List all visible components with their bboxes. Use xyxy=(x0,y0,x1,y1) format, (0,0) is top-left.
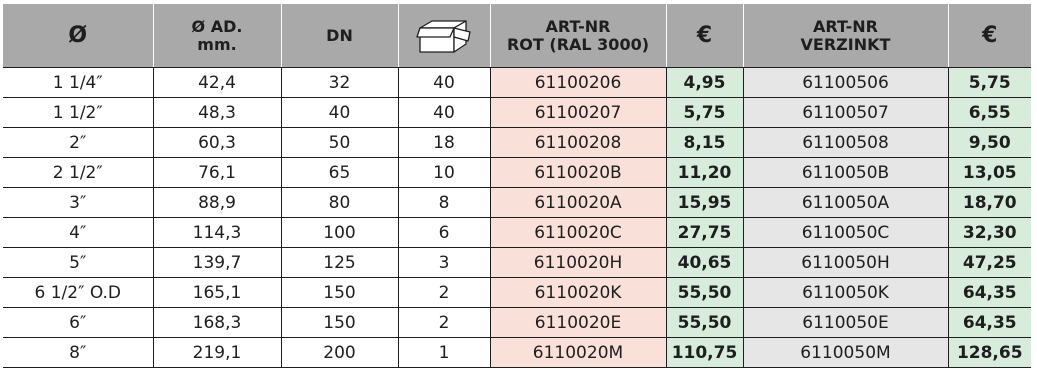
cell-price-verzinkt: 128,65 xyxy=(948,338,1031,368)
cell-art-verzinkt: 6110050B xyxy=(743,158,948,188)
cell-price-rot: 40,65 xyxy=(666,248,743,278)
cell-art-verzinkt: 6110050A xyxy=(743,188,948,218)
cell-price-verzinkt: 9,50 xyxy=(948,128,1031,158)
cell-art-rot: 61100207 xyxy=(490,98,666,128)
cell-price-verzinkt: 64,35 xyxy=(948,278,1031,308)
header-art-rot-line1: ART-NR xyxy=(545,16,611,36)
cell-art-rot: 6110020H xyxy=(490,248,666,278)
cell-outer-diameter: 219,1 xyxy=(153,338,281,368)
header-art-verzinkt-line1: ART-NR xyxy=(813,16,878,36)
cell-size: 1 1/2″ xyxy=(3,98,153,128)
header-outer-diameter xyxy=(153,4,281,68)
header-diameter: Ø xyxy=(3,4,153,68)
cell-art-rot: 6110020M xyxy=(490,338,666,368)
cell-package-qty: 2 xyxy=(398,278,490,308)
cell-package-qty: 8 xyxy=(398,188,490,218)
cell-dn: 32 xyxy=(281,68,398,98)
cell-dn: 80 xyxy=(281,188,398,218)
cell-dn: 65 xyxy=(281,158,398,188)
cell-art-verzinkt: 6110050E xyxy=(743,308,948,338)
cell-dn: 100 xyxy=(281,218,398,248)
header-art-rot xyxy=(490,4,666,68)
cell-package-qty: 1 xyxy=(398,338,490,368)
header-row xyxy=(3,4,1031,68)
cell-art-rot: 6110020B xyxy=(490,158,666,188)
cell-size: 6″ xyxy=(3,308,153,338)
cell-art-verzinkt: 61100507 xyxy=(743,98,948,128)
table-row xyxy=(3,218,1031,248)
cell-package-qty: 10 xyxy=(398,158,490,188)
cell-outer-diameter: 114,3 xyxy=(153,218,281,248)
price-table xyxy=(3,4,1031,368)
table-row xyxy=(3,98,1031,128)
cell-art-rot: 61100206 xyxy=(490,68,666,98)
cell-outer-diameter: 42,4 xyxy=(153,68,281,98)
cell-price-verzinkt: 47,25 xyxy=(948,248,1031,278)
cell-price-rot: 5,75 xyxy=(666,98,743,128)
header-art-rot-line2: ROT (RAL 3000) xyxy=(506,34,650,54)
header-outer-diameter-line2: mm. xyxy=(197,34,237,54)
cell-size: 2 1/2″ xyxy=(3,158,153,188)
table-row xyxy=(3,278,1031,308)
table-row xyxy=(3,308,1031,338)
header-package xyxy=(398,4,490,68)
header-price-rot: € xyxy=(666,4,743,68)
cell-art-verzinkt: 6110050H xyxy=(743,248,948,278)
header-outer-diameter-line1: Ø AD. xyxy=(191,16,243,36)
cell-package-qty: 40 xyxy=(398,98,490,128)
cell-art-rot: 6110020A xyxy=(490,188,666,218)
cell-package-qty: 40 xyxy=(398,68,490,98)
table-row xyxy=(3,158,1031,188)
cell-size: 8″ xyxy=(3,338,153,368)
cell-price-rot: 4,95 xyxy=(666,68,743,98)
cell-dn: 40 xyxy=(281,98,398,128)
cell-price-verzinkt: 13,05 xyxy=(948,158,1031,188)
cell-package-qty: 6 xyxy=(398,218,490,248)
cell-outer-diameter: 88,9 xyxy=(153,188,281,218)
table-row xyxy=(3,128,1031,158)
cell-outer-diameter: 168,3 xyxy=(153,308,281,338)
cell-size: 2″ xyxy=(3,128,153,158)
cell-price-verzinkt: 32,30 xyxy=(948,218,1031,248)
header-dn: DN xyxy=(281,4,398,68)
cell-size: 1 1/4″ xyxy=(3,68,153,98)
cell-dn: 125 xyxy=(281,248,398,278)
table-row xyxy=(3,68,1031,98)
cell-package-qty: 18 xyxy=(398,128,490,158)
header-price-verzinkt: € xyxy=(948,4,1031,68)
cell-size: 5″ xyxy=(3,248,153,278)
cell-art-verzinkt: 61100506 xyxy=(743,68,948,98)
cell-price-verzinkt: 18,70 xyxy=(948,188,1031,218)
cell-outer-diameter: 139,7 xyxy=(153,248,281,278)
cell-price-rot: 11,20 xyxy=(666,158,743,188)
cell-price-rot: 15,95 xyxy=(666,188,743,218)
cell-outer-diameter: 76,1 xyxy=(153,158,281,188)
cell-price-verzinkt: 64,35 xyxy=(948,308,1031,338)
cell-outer-diameter: 165,1 xyxy=(153,278,281,308)
cell-art-verzinkt: 6110050K xyxy=(743,278,948,308)
cell-art-verzinkt: 6110050M xyxy=(743,338,948,368)
table-row xyxy=(3,338,1031,368)
header-art-verzinkt xyxy=(743,4,948,68)
cell-size: 6 1/2″ O.D xyxy=(3,278,153,308)
table-row xyxy=(3,188,1031,218)
cell-outer-diameter: 48,3 xyxy=(153,98,281,128)
cell-price-verzinkt: 6,55 xyxy=(948,98,1031,128)
cell-art-rot: 6110020C xyxy=(490,218,666,248)
cell-price-rot: 110,75 xyxy=(666,338,743,368)
cell-price-verzinkt: 5,75 xyxy=(948,68,1031,98)
cell-price-rot: 55,50 xyxy=(666,278,743,308)
cell-art-rot: 61100208 xyxy=(490,128,666,158)
cell-dn: 150 xyxy=(281,278,398,308)
cell-art-verzinkt: 61100508 xyxy=(743,128,948,158)
cell-art-verzinkt: 6110050C xyxy=(743,218,948,248)
cell-art-rot: 6110020E xyxy=(490,308,666,338)
cell-dn: 150 xyxy=(281,308,398,338)
cell-package-qty: 3 xyxy=(398,248,490,278)
cell-price-rot: 8,15 xyxy=(666,128,743,158)
cell-size: 3″ xyxy=(3,188,153,218)
table-row xyxy=(3,248,1031,278)
header-art-verzinkt-line2: VERZINKT xyxy=(800,34,891,54)
cell-package-qty: 2 xyxy=(398,308,490,338)
cell-outer-diameter: 60,3 xyxy=(153,128,281,158)
box-icon xyxy=(416,17,472,55)
cell-dn: 50 xyxy=(281,128,398,158)
cell-price-rot: 55,50 xyxy=(666,308,743,338)
cell-dn: 200 xyxy=(281,338,398,368)
cell-size: 4″ xyxy=(3,218,153,248)
price-table-container xyxy=(3,4,1031,368)
cell-art-rot: 6110020K xyxy=(490,278,666,308)
cell-price-rot: 27,75 xyxy=(666,218,743,248)
